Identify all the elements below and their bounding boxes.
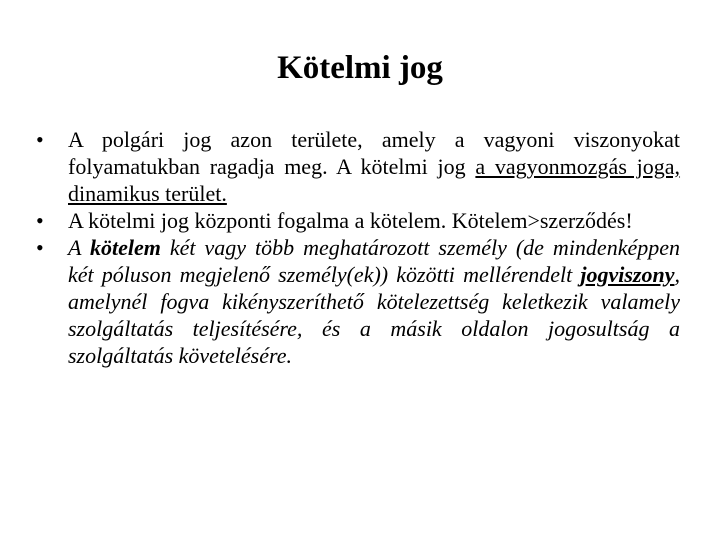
underlined-phrase: a vagyonmozgás joga, dinamikus terület.	[68, 154, 681, 206]
bullet-icon: •	[36, 235, 44, 260]
bullet-text: A	[68, 235, 91, 260]
bullet-text: , amelynél fogva kikényszeríthető kötelezettség keletkezik valamely szolgáltatás teljesítésére, és a másik oldalon jogosultság a szolgáltatás követelésére.	[68, 262, 680, 368]
bullet-icon: •	[36, 127, 44, 152]
bullet-item-1	[36, 126, 680, 207]
bullet-text: A kötelmi jog központi fogalma a kötelem. Kötelem>szerződés!	[68, 208, 633, 233]
slide-title: Kötelmi jog	[277, 50, 443, 86]
bold-underlined-term: jogviszony	[580, 262, 675, 287]
bullet-item-2	[36, 207, 680, 234]
bullet-text: két vagy több meghatározott személy (de mindenképpen két póluson megjelenő személy(ek)) közötti mellérendelt	[68, 235, 680, 287]
bullet-item-3	[36, 234, 680, 369]
bold-term: kötelem	[90, 235, 161, 260]
bullet-list	[36, 126, 680, 369]
bullet-text: A polgári jog azon területe, amely a vagyoni viszonyokat folyamatukban ragadja meg. A kötelmi jog	[68, 127, 680, 179]
bullet-icon: •	[36, 208, 44, 233]
